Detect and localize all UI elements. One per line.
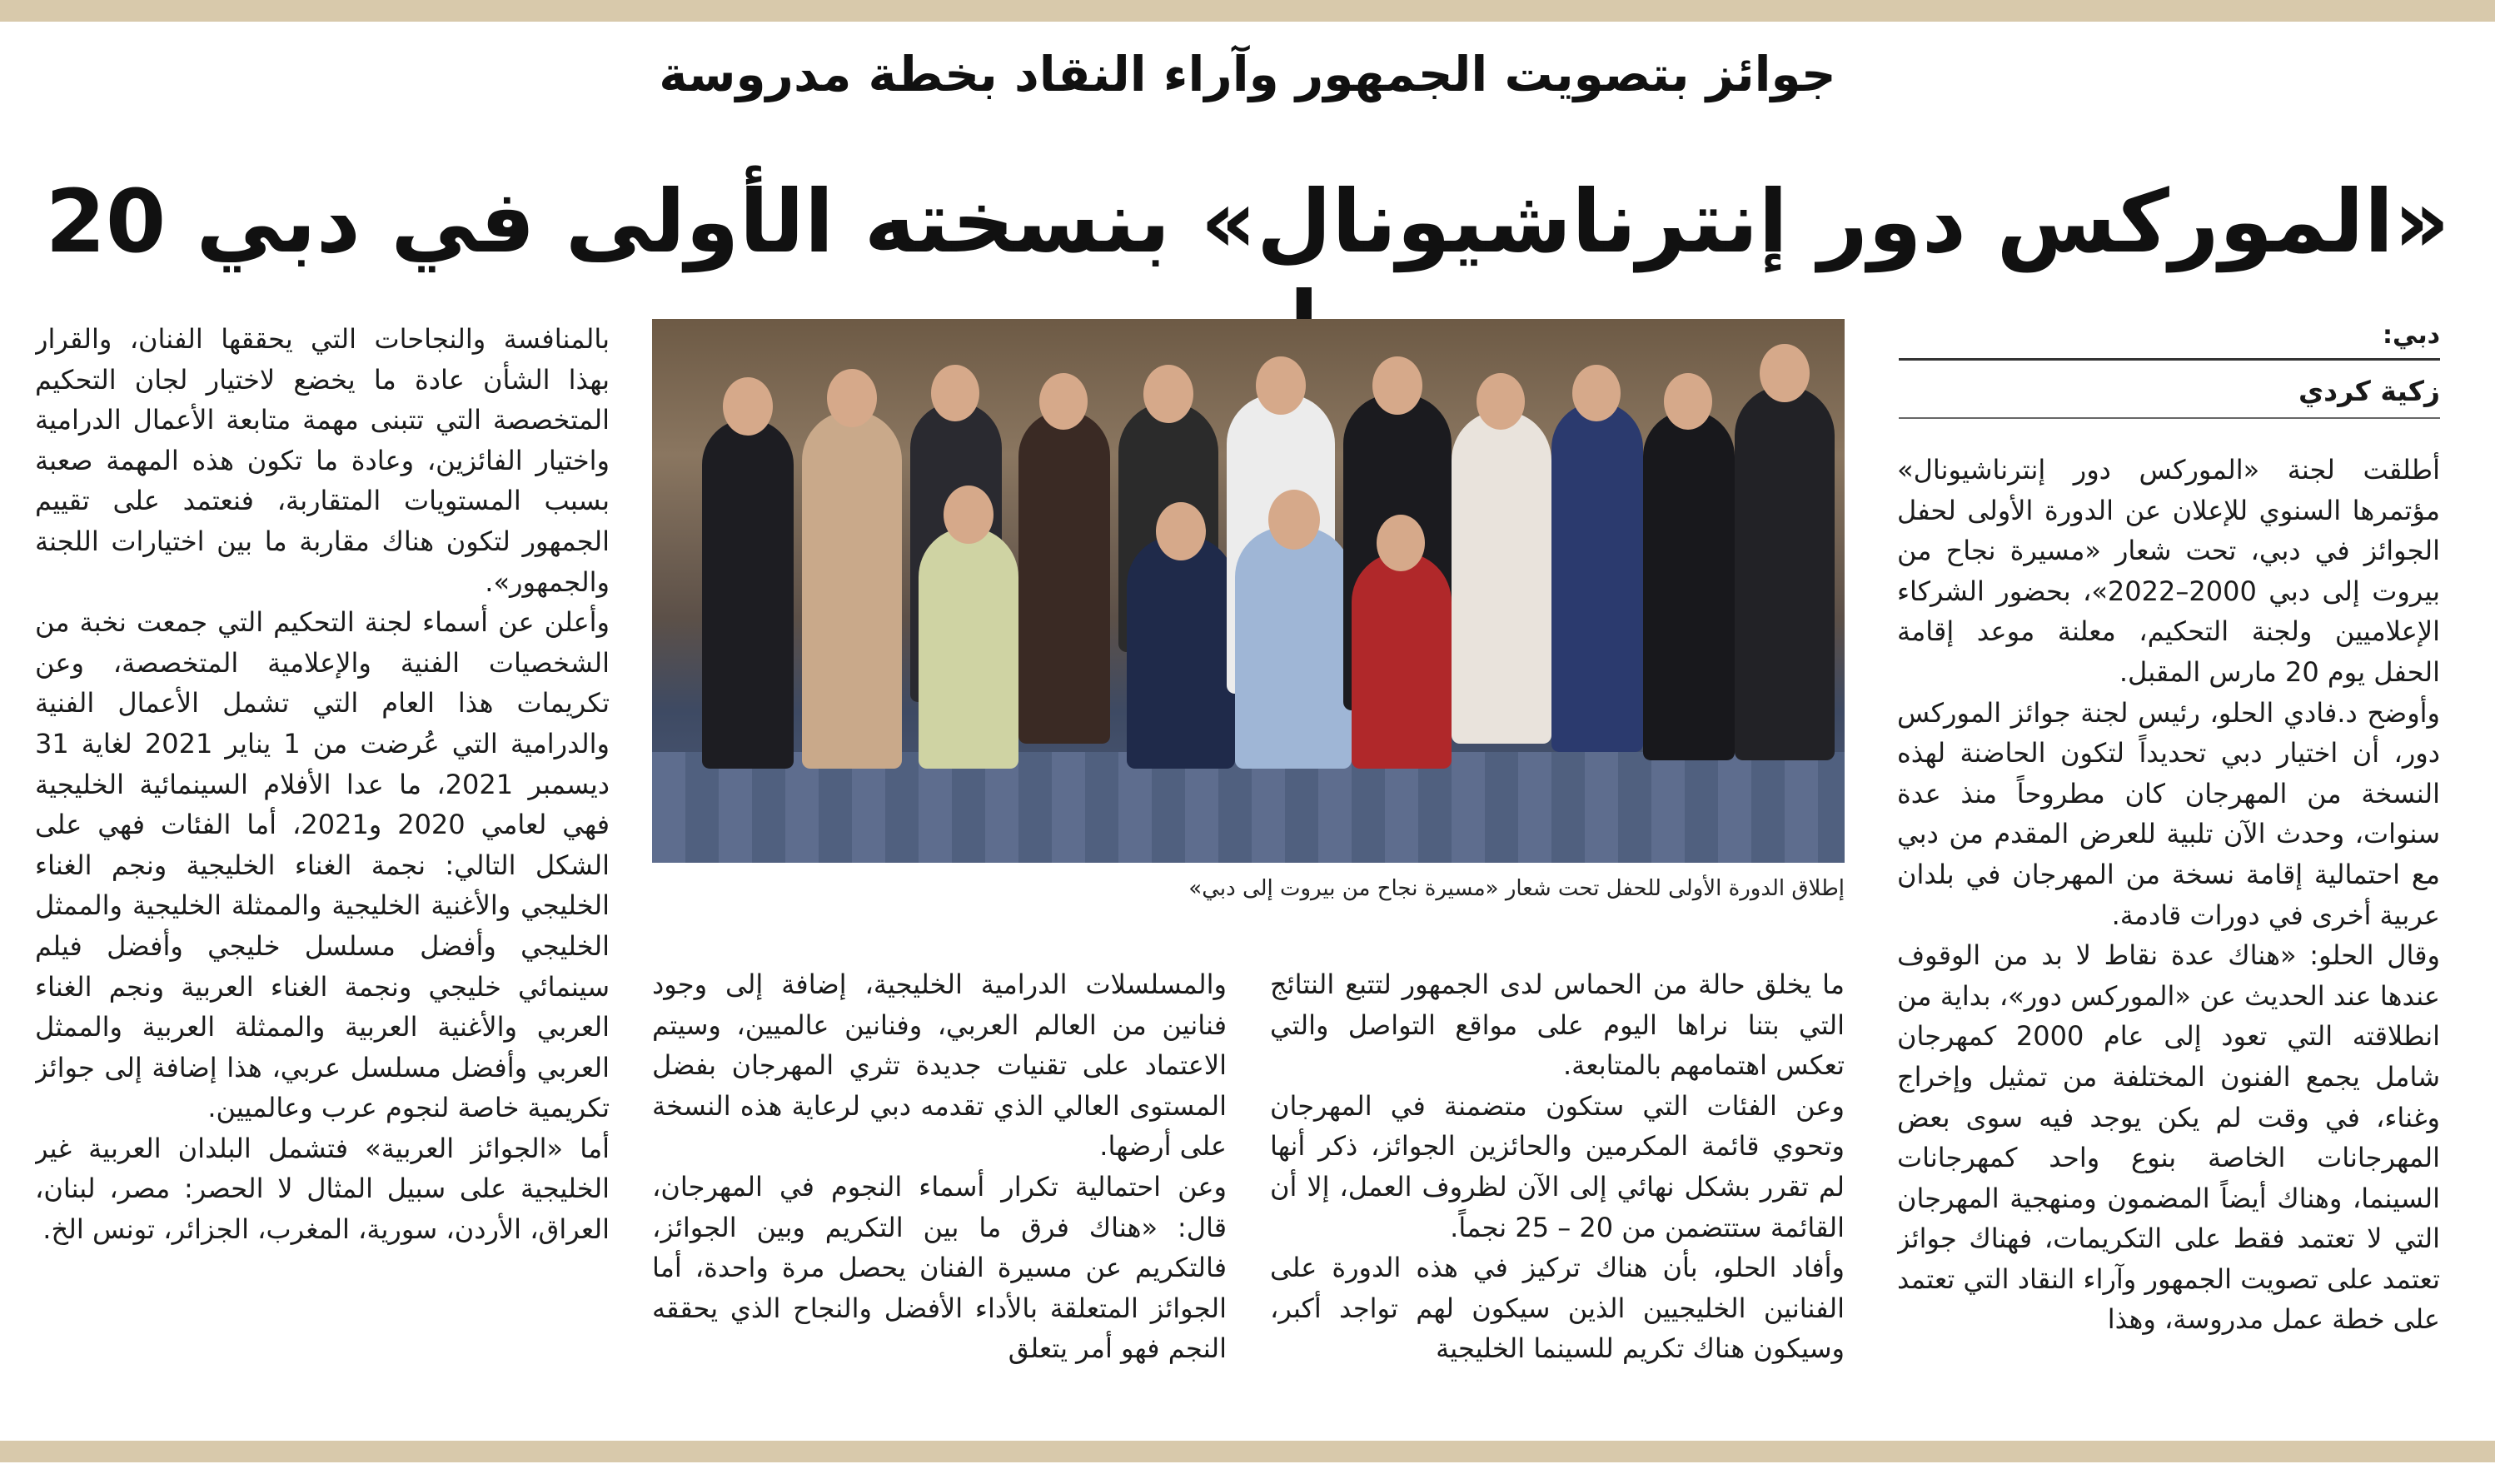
author-byline: زكية كردي [1899, 375, 2440, 419]
photo-person [1352, 552, 1452, 769]
photo-person [1551, 402, 1643, 752]
photo-person [919, 527, 1018, 769]
photo-person [702, 419, 794, 769]
photo-head [1156, 502, 1206, 560]
dateline-place: دبي: [1899, 321, 2440, 361]
article-column-3 [652, 964, 1227, 1431]
paragraph: بالمنافسة والنجاحات التي يحققها الفنان، والقرار بهذا الشأن عادة ما يخضع لاختيار لجان التحكيم المتخصصة التي تتبنى مهمة متابعة الأعمال الدرامية واختيار الفائزين، وعادة ما تكون هذه المهمة صعبة بسبب المستويات المتقاربة، فنعتمد على تقييم الجمهور لتكون هناك مقاربة ما بين اختيارات اللجنة والجمهور». [35, 323, 610, 598]
photo-caption: إطلاق الدورة الأولى للحفل تحت شعار «مسيرة نجاح من بيروت إلى دبي» [1188, 876, 1845, 901]
photo-person [1018, 411, 1110, 744]
paragraph: أما «الجوائز العربية» فتشمل البلدان العربية غير الخليجية على سبيل المثال لا الحصر: مصر، لبنان، العراق، الأردن، سورية، المغرب، الجزائر، تونس الخ. [35, 1132, 610, 1246]
paragraph: وأوضح د.فادي الحلو، رئيس لجنة جوائز الموركس دور، أن اختيار دبي تحديداً لتكون الحاضنة لهذه النسخة من المهرجان كان مطروحاً منذ عدة سنوات، وحدث الآن تلبية للعرض المقدم من دبي مع احتمالية إقامة نسخة من المهرجان في بلدان عربية أخرى في دورات قادمة. [1897, 696, 2440, 931]
photo-head [1256, 356, 1306, 415]
paragraph: والمسلسلات الدرامية الخليجية، إضافة إلى وجود فنانين من العالم العربي، وفنانين عالميين، وسيتم الاعتماد على تقنيات جديدة تثري المهرجان بفضل المستوى العالي الذي تقدمه دبي لرعاية هذه النسخة على أرضها. [652, 969, 1227, 1163]
photo-head [1664, 373, 1712, 430]
photo-head [1268, 490, 1320, 550]
photo-person [802, 411, 902, 769]
paragraph: وعن احتمالية تكرار أسماء النجوم في المهرجان، قال: «هناك فرق ما بين التكريم وبين الجوائز، فالتكريم عن مسيرة الفنان يحصل مرة واحدة، أما الجوائز المتعلقة بالأداء الأفضل والنجاح الذي يحققه النجم فهو أمر يتعلق [652, 1170, 1227, 1365]
paragraph: وعن الفئات التي ستكون متضمنة في المهرجان وتحوي قائمة المكرمين والحائزين الجوائز، ذكر أنها لم تقرر بشكل نهائي إلى الآن لظروف العمل، إلا أن القائمة ستتضمن من 20 – 25 نجماً. [1270, 1089, 1845, 1243]
article-column-2 [1270, 964, 1845, 1431]
photo-person [1235, 527, 1352, 769]
paragraph: ما يخلق حالة من الحماس لدى الجمهور لتتبع النتائج التي بتنا نراها اليوم على مواقع التواصل والتي تعكس اهتمامهم بالمتابعة. [1270, 969, 1845, 1082]
photo-head [1760, 344, 1810, 402]
paragraph: وأعلن عن أسماء لجنة التحكيم التي جمعت نخبة من الشخصيات الفنية والإعلامية المتخصصة، وعن تكريمات هذا العام التي تشمل الأعمال الفنية والدرامية التي عُرضت من 1 يناير 2021 لغاية 31 ديسمبر 2021، ما عدا الأفلام السينمائية الخليجية فهي لعامي 2020 و2021، أما الفئات فهي على الشكل التالي: نجمة الغناء الخليجية ونجم الغناء الخليجي والأغنية الخليجية والممثلة الخليجية والممثل الخليجي وأفضل مسلسل خليجي وأفضل فيلم سينمائي خليجي ونجمة الغناء العربية ونجم الغناء العربي والأغنية العربية والممثلة العربية والممثل العربي وأفضل مسلسل عربي، هذا إضافة إلى جوائز تكريمية خاصة لنجوم عرب وعالميين. [35, 606, 610, 1124]
article-kicker: جوائز بتصويت الجمهور وآراء النقاد بخطة مدروسة [659, 46, 1836, 102]
photo-person [1643, 411, 1735, 760]
photo-person [1127, 535, 1235, 769]
article-column-4 [35, 319, 610, 1431]
photo-person [1735, 386, 1835, 760]
article-headline: «الموركس دور إنترناشيونال» بنسخته الأولى في دبي 20 [45, 171, 2450, 272]
photo-head [1039, 373, 1088, 430]
paragraph: أطلقت لجنة «الموركس دور إنترناشيونال» مؤتمرها السنوي للإعلان عن الدورة الأولى لحفل الجوائز في دبي، تحت شعار «مسيرة نجاح من بيروت إلى دبي 2000–2022»، بحضور الشركاء الإعلاميين ولجنة التحكيم، معلنة موعد إقامة الحفل يوم 20 مارس المقبل. [1897, 454, 2440, 688]
photo-head [827, 369, 877, 427]
bottom-border-rule [0, 1441, 2495, 1462]
photo-head [944, 486, 994, 544]
photo-head [1377, 515, 1425, 571]
photo-head [1572, 365, 1621, 421]
paragraph: وأفاد الحلو، بأن هناك تركيز في هذه الدورة على الفنانين الخليجيين الذين سيكون لهم تواجد أكبر، وسيكون هناك تكريم للسينما الخليجية [1270, 1252, 1845, 1365]
photo-head [1372, 356, 1422, 415]
photo-head [723, 377, 773, 436]
event-group-photo [652, 319, 1845, 863]
top-border-rule [0, 0, 2495, 22]
paragraph: وقال الحلو: «هناك عدة نقاط لا بد من الوقوف عندها عند الحديث عن «الموركس دور»، بداية من انطلاقته التي تعود إلى عام 2000 كمهرجان شامل يجمع الفنون المختلفة من تمثيل وإخراج وغناء، في وقت لم يكن يوجد فيه سوى بعض المهرجانات الخاصة بنوع واحد كمهرجانات السينما، وهناك أيضاً المضمون ومنهجية المهرجان التي لا تعتمد فقط على التكريمات، فهناك جوائز تعتمد على تصويت الجمهور وآراء النقاد التي تعتمد على خطة عمل مدروسة، وهذا [1897, 939, 2440, 1336]
article-column-1 [1897, 450, 2440, 1432]
photo-head [1477, 373, 1525, 430]
photo-person [1452, 411, 1551, 744]
photo-head [931, 365, 979, 421]
photo-head [1143, 365, 1193, 423]
